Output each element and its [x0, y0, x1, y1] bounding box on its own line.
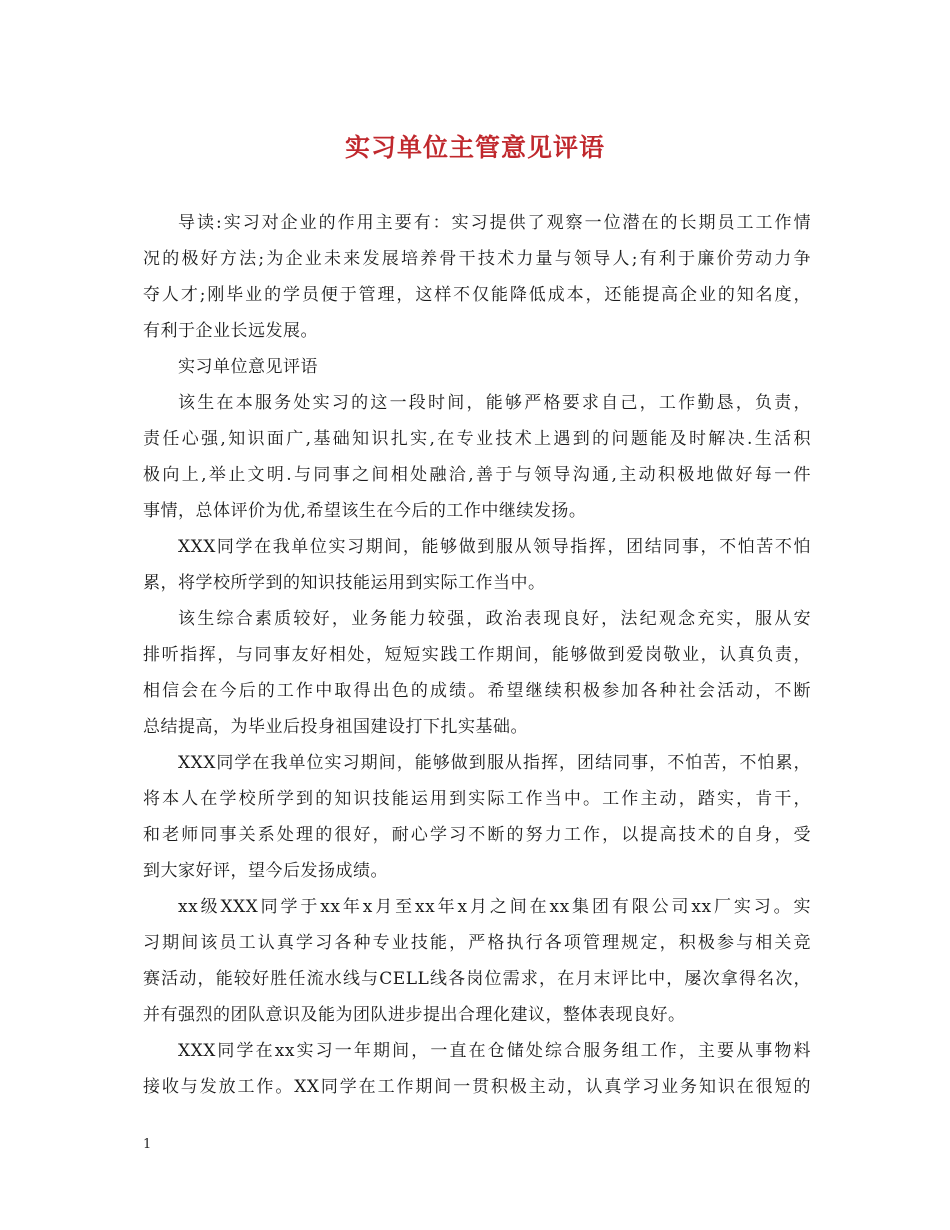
text-line: 实习单位意见评语: [178, 357, 318, 377]
text-line: XXX同学在我单位实习期间，能够做到服从指挥，团结同事，不怕苦，不怕累，: [178, 753, 811, 773]
text-line: 赛活动，能较好胜任流水线与CELL线各岗位需求，在月末评比中，屡次拿得名次，: [143, 969, 811, 989]
text-line: 排听指挥，与同事友好相处，短短实践工作期间，能够做到爱岗敬业，认真负责，: [143, 645, 811, 665]
text-line: 并有强烈的团队意识及能为团队进步提出合理化建议，整体表现良好。: [143, 1005, 686, 1025]
text-line: 况的极好方法;为企业未来发展培养骨干技术力量与领导人;有利于廉价劳动力争: [143, 249, 811, 269]
text-line: 将本人在学校所学到的知识技能运用到实际工作当中。工作主动，踏实，肯干，: [143, 789, 811, 809]
document-title: 实习单位主管意见评语: [344, 133, 605, 162]
text-line: 总结提高，为毕业后投身祖国建设打下扎实基础。: [143, 717, 528, 737]
page-number: 1: [143, 1137, 152, 1152]
text-line: 夺人才;刚毕业的学员便于管理，这样不仅能降低成本，还能提高企业的知名度，: [143, 285, 811, 305]
text-line: 该生综合素质较好，业务能力较强，政治表现良好，法纪观念充实，服从安: [178, 609, 811, 629]
text-line: 有利于企业长远发展。: [143, 321, 318, 341]
text-line: 极向上,举止文明.与同事之间相处融洽,善于与领导沟通,主动积极地做好每一件: [143, 465, 811, 485]
text-line: 和老师同事关系处理的很好，耐心学习不断的努力工作，以提高技术的自身，受: [143, 825, 811, 845]
text-line: 累，将学校所学到的知识技能运用到实际工作当中。: [143, 573, 546, 593]
text-line: 责任心强,知识面广,基础知识扎实,在专业技术上遇到的问题能及时解决.生活积: [143, 429, 811, 449]
document-body: [143, 205, 811, 1105]
text-line: XXX同学在xx实习一年期间，一直在仓储处综合服务组工作，主要从事物料: [178, 1041, 811, 1061]
text-line: 该生在本服务处实习的这一段时间，能够严格要求自己，工作勤恳，负责，: [178, 393, 811, 413]
text-line: 相信会在今后的工作中取得出色的成绩。希望继续积极参加各种社会活动，不断: [143, 681, 811, 701]
text-line: 导读:实习对企业的作用主要有：实习提供了观察一位潜在的长期员工工作情: [178, 213, 811, 233]
text-line: xx级XXX同学于xx年x月至xx年x月之间在xx集团有限公司xx厂实习。实: [178, 897, 811, 917]
text-line: 事情，总体评价为优,希望该生在今后的工作中继续发扬。: [143, 501, 587, 521]
text-line: XXX同学在我单位实习期间，能够做到服从领导指挥，团结同事，不怕苦不怕: [178, 537, 811, 557]
text-line: 到大家好评，望今后发扬成绩。: [143, 861, 388, 881]
text-line: 接收与发放工作。XX同学在工作期间一贯积极主动，认真学习业务知识在很短的: [143, 1077, 811, 1097]
text-line: 习期间该员工认真学习各种专业技能，严格执行各项管理规定，积极参与相关竞: [143, 933, 811, 953]
